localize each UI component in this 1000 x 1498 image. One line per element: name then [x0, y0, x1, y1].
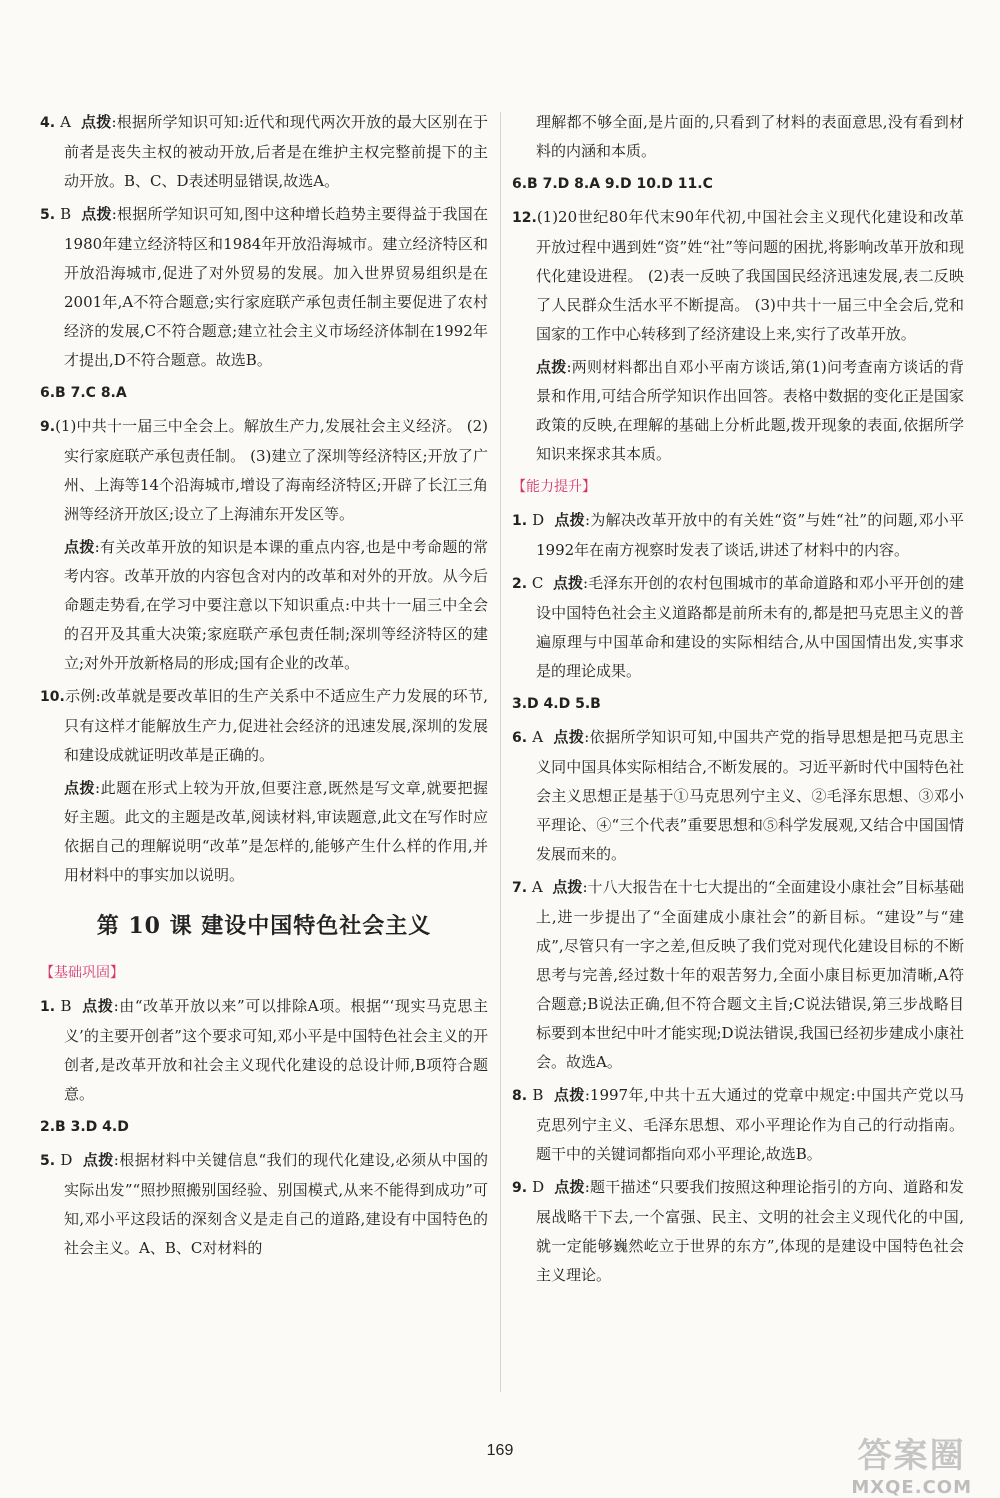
hint-text: :此题在形式上较为开放,但要注意,既然是写文章,就要把握好主题。此文的主题是改革,阅读材料,审读题意,此文在写作时应依据自己的理解说明“改革”是怎样的,能够产生什么样的作用,并用材料中的事实加以说明。 — [64, 779, 488, 884]
answer-item-a7 — [512, 873, 964, 1077]
answer-text: :十八大报告在十七大提出的“全面建设小康社会”目标基础上,进一步提出了“全面建成小康社会”的新目标。“建设”与“建成”,尽管只有一字之差,但反映了我们党对现代化建设目标的不断思考与完善,经过数十年的艰苦努力,全面小康目标更加清晰,A符合题意;B说法正确,但不符合题文主旨;C说法错误,第三步战略目标要到本世纪中叶才能实现;D说法错误,我国已经初步建成小康社会。故选A。 — [536, 878, 964, 1071]
hint-label: 点拨 — [553, 1086, 585, 1104]
item-number: 4. — [40, 115, 56, 131]
answer-letter: A — [531, 878, 543, 896]
answer-letter: A — [60, 113, 71, 131]
answer-item-a6 — [512, 723, 964, 869]
hint-label: 点拨 — [536, 358, 567, 376]
hint-label: 点拨 — [552, 878, 583, 896]
answer-text: :依据所学知识可知,中国共产党的指导思想是把马克思主义同中国具体实际相结合,不断发展的。习近平新时代中国特色社会主义思想正是基于①马克思列宁主义、②毛泽东思想、③邓小平理论、④“三个代表”重要思想和⑤科学发展观,又结合中国国情发展而来的。 — [536, 728, 964, 863]
item-number: 5. — [40, 1153, 56, 1169]
hint-label: 点拨 — [554, 1178, 585, 1196]
left-column — [40, 108, 488, 1267]
item-number: 1. — [40, 999, 56, 1015]
watermark-logo-text: 答案圈 — [857, 1436, 966, 1476]
answer-item-4 — [40, 108, 488, 196]
answer-group-a3-5: 3.D 4.D 5.B — [512, 696, 601, 712]
answer-text: :题干描述“只要我们按照这种理论指引的方向、道路和发展战略干下去,一个富强、民主、文明的社会主义现代化的中国,就一定能够巍然屹立于世界的东方”,体现的是建设中国特色社会主义理论。 — [536, 1178, 964, 1284]
hint-paragraph-b12 — [512, 353, 964, 469]
hint-label: 点拨 — [82, 1151, 114, 1169]
answer-item-10 — [40, 682, 488, 770]
hint-label: 点拨 — [82, 997, 114, 1015]
answer-text: :为解决改革开放中的有关姓“资”与姓“社”的问题,邓小平1992年在南方视察时发表了谈话,讲述了材料中的内容。 — [536, 511, 964, 559]
hint-label: 点拨 — [553, 728, 585, 746]
item-number: 10. — [40, 689, 65, 705]
answer-text: :根据所学知识可知:近代和现代两次开放的最大区别在于前者是丧失主权的被动开放,后者是在维护主权完整前提下的主动开放。B、C、D表述明显错误,故选A。 — [64, 113, 488, 190]
answer-letter: D — [532, 1178, 545, 1196]
answer-text: (1)20世纪80年代末90年代初,中国社会主义现代化建设和改革开放过程中遇到姓“资”姓“社”等问题的困扰,将影响改革开放和现代化建设进程。 (2)表一反映了我国国民经济迅速发展,表二反映了人民群众生活水平不断提高。 (3)中共十一届三中全会后,党和国家的工作中心转移到了经济建设上来,实行了改革开放。 — [536, 208, 964, 343]
hint-label: 点拨 — [552, 574, 584, 592]
answer-item-9 — [40, 412, 488, 529]
item-number: 9. — [512, 1180, 528, 1196]
item-number: 12. — [512, 210, 537, 226]
answer-item-a2 — [512, 569, 964, 686]
hint-paragraph-9 — [40, 533, 488, 678]
hint-label: 点拨 — [64, 779, 96, 797]
watermark-url: MXQE.COM — [851, 1477, 972, 1498]
answer-item-a1 — [512, 506, 964, 565]
hint-label: 点拨 — [81, 205, 112, 223]
answer-text: :由“改革开放以来”可以排除A项。根据“‘现实马克思主义’的主要开创者”这个要求可知,邓小平是中国特色社会主义的开创者,是改革开放和社会主义现代化建设的总设计师,B项符合题意。 — [64, 997, 488, 1103]
item-number: 9. — [40, 419, 56, 435]
answer-letter: B — [532, 1086, 544, 1104]
answer-item-a9 — [512, 1173, 964, 1290]
lesson-title: 第 10 课 建设中国特色社会主义 — [96, 913, 432, 939]
answer-letter: B — [60, 205, 72, 223]
item-number: 8. — [512, 1088, 528, 1104]
answer-group-6-8: 6.B 7.C 8.A — [40, 385, 127, 401]
hint-label: 点拨 — [80, 113, 112, 131]
answer-letter: B — [60, 997, 72, 1015]
watermark — [851, 1428, 972, 1498]
section-tag-basic: 【基础巩固】 — [40, 965, 124, 981]
answer-item-5 — [40, 200, 488, 375]
hint-label: 点拨 — [64, 538, 95, 556]
answer-letter: A — [532, 728, 544, 746]
answer-item-a8 — [512, 1081, 964, 1169]
column-divider — [500, 112, 501, 1392]
answer-text: :1997年,中共十五大通过的党章中规定:中国共产党以马克思列宁主义、毛泽东思想、邓小平理论作为自己的行动指南。题干中的关键词都指向邓小平理论,故选B。 — [536, 1086, 964, 1163]
section-tag-ability: 【能力提升】 — [512, 479, 596, 495]
answer-text: :毛泽东开创的农村包围城市的革命道路和邓小平开创的建设中国特色社会主义道路都是前所未有的,都是把马克思主义的普遍原理与中国革命和建设的实际相结合,从中国国情出发,实事求是的理论成果。 — [536, 574, 964, 680]
answer-text: :根据所学知识可知,图中这种增长趋势主要得益于我国在1980年建立经济特区和1984年开放沿海城市。建立经济特区和开放沿海城市,促进了对外贸易的发展。加入世界贸易组织是在2001年,A不符合题意;实行家庭联产承包责任制主要促进了农村经济的发展,C不符合题意;建立社会主义市场经济体制在1992年才提出,D不符合题意。故选B。 — [64, 205, 488, 369]
answer-letter: D — [532, 511, 545, 529]
hint-text: :两则材料都出自邓小平南方谈话,第(1)问考查南方谈话的背景和作用,可结合所学知识作出回答。表格中数据的变化正是国家政策的反映,在理解的基础上分析此题,拨开现象的表面,依据所学知识来探求其本质。 — [536, 358, 964, 463]
answer-b5-continued: 理解都不够全面,是片面的,只看到了材料的表面意思,没有看到材料的内涵和本质。 — [536, 113, 964, 160]
item-number: 6. — [512, 730, 528, 746]
answer-text: (1)中共十一届三中全会上。解放生产力,发展社会主义经济。 (2)实行家庭联产承包责任制。 (3)建立了深圳等经济特区;开放了广州、上海等14个沿海城市,增设了海南经济特区;开辟了长江三角洲等经济开放区;设立了上海浦东开发区等。 — [55, 417, 488, 523]
item-number: 2. — [512, 576, 528, 592]
item-number: 1. — [512, 513, 528, 529]
answer-letter: C — [531, 574, 544, 592]
right-column — [512, 108, 964, 1294]
item-number: 7. — [512, 880, 528, 896]
hint-paragraph-10 — [40, 774, 488, 890]
answer-letter: D — [60, 1151, 73, 1169]
answer-item-b1 — [40, 992, 488, 1109]
page-number: 169 — [486, 1442, 514, 1459]
answer-item-b12 — [512, 203, 964, 349]
hint-text: :有关改革开放的知识是本课的重点内容,也是中考命题的常考内容。改革开放的内容包含对内的改革和对外的开放。从今后命题走势看,在学习中要注意以下知识重点:中共十一届三中全会的召开及其重大决策;家庭联产承包责任制;深圳等经济特区的建立;对外开放新格局的形成;国有企业的改革。 — [64, 538, 488, 672]
answer-group-b6-11: 6.B 7.D 8.A 9.D 10.D 11.C — [512, 176, 713, 192]
answer-text: :根据材料中关键信息“我们的现代化建设,必须从中国的实际出发”“照抄照搬别国经验、别国模式,从来不能得到成功”可知,邓小平这段话的深刻含义是走自己的道路,建设有中国特色的社会主义。A、B、C对材料的 — [64, 1151, 488, 1257]
item-number: 5. — [40, 207, 56, 223]
hint-label: 点拨 — [554, 511, 585, 529]
answer-item-b5 — [40, 1146, 488, 1263]
answer-group-b2-4: 2.B 3.D 4.D — [40, 1119, 129, 1135]
answer-text: 示例:改革就是要改革旧的生产关系中不适应生产力发展的环节,只有这样才能解放生产力,促进社会经济的迅速发展,深圳的发展和建设成就证明改革是正确的。 — [64, 687, 488, 764]
